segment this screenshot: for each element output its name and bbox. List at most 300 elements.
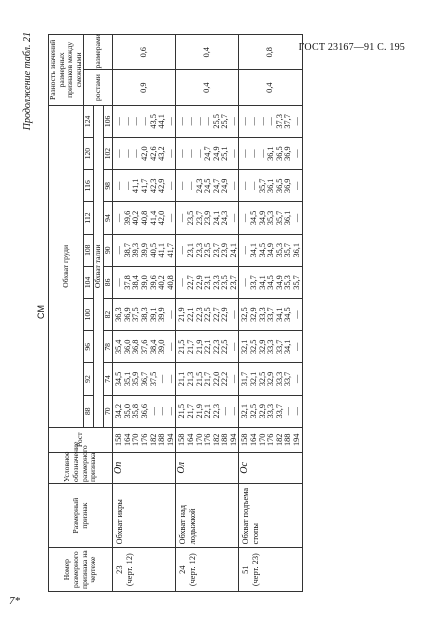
cell-value: — <box>139 117 149 126</box>
cell-value: 21,9 <box>194 403 204 419</box>
cell-value: — <box>203 117 213 126</box>
row-number <box>113 548 176 592</box>
cell-value: — <box>292 407 302 416</box>
value-column <box>113 105 176 137</box>
cell-value: 41,1 <box>131 178 141 194</box>
diff-by-height: 0,4 <box>239 70 302 105</box>
cell-value: 34,1 <box>274 307 284 322</box>
cell-value: 33,7 <box>274 339 284 355</box>
cell-value: 23,5 <box>203 242 213 258</box>
cell-value: 39,6 <box>148 275 158 290</box>
cell-value: — <box>185 149 195 158</box>
cell-value: 42,0 <box>157 210 167 226</box>
cell-value: 32,9 <box>257 339 267 355</box>
cell-value: 23,3 <box>194 242 204 258</box>
cell-value: — <box>177 149 187 158</box>
waist-size: 78 <box>103 331 113 363</box>
cell-value: 23,3 <box>211 275 221 290</box>
cell-value: 23,7 <box>194 210 204 226</box>
cell-value: 22,9 <box>194 275 204 290</box>
cell-value: 33,7 <box>274 403 284 419</box>
table-row <box>113 35 176 592</box>
cell-value: — <box>283 407 293 416</box>
cell-value: 41,7 <box>165 242 175 258</box>
cell-value: 31,7 <box>240 371 250 387</box>
cell-value: 24,3 <box>194 178 204 194</box>
cell-value: — <box>240 149 250 158</box>
height-value: 158 <box>177 433 187 447</box>
value-column <box>176 363 239 395</box>
cell-value: — <box>157 374 167 384</box>
value-column <box>239 299 302 331</box>
cell-value: 23,5 <box>220 275 230 290</box>
row-drawing-ref: (черт. 23) <box>251 553 261 587</box>
cell-value: — <box>292 342 302 351</box>
cell-value: 36,9 <box>122 307 132 322</box>
header-diff: Разность значений размерных признаков между смежными <box>49 35 84 106</box>
cell-value: 25,7 <box>220 114 230 129</box>
cell-value: — <box>249 117 259 126</box>
value-column <box>113 138 176 170</box>
chest-size: 100 <box>84 299 94 331</box>
height-value: 176 <box>139 433 149 447</box>
cell-value: — <box>177 181 187 190</box>
cell-value: 42,9 <box>157 178 167 194</box>
value-column <box>239 202 302 234</box>
chest-size: 124 <box>84 105 94 137</box>
row-code: Оп <box>113 452 176 483</box>
cell-value: — <box>249 149 259 158</box>
cell-value: — <box>228 149 238 158</box>
cell-value: 22,1 <box>185 307 195 322</box>
cell-value: 21,7 <box>203 371 213 387</box>
cell-value: 24,1 <box>228 242 238 258</box>
height-value: 176 <box>266 433 276 447</box>
cell-value: 21,5 <box>177 339 187 355</box>
cell-value: 21,9 <box>194 339 204 355</box>
waist-size: 82 <box>103 299 113 331</box>
header-code: Условное обозначение размерного признака <box>49 452 113 483</box>
cell-value: 38,4 <box>148 339 158 355</box>
cell-value: — <box>165 213 175 223</box>
cell-value: 22,3 <box>194 307 204 322</box>
cell-value: 36,9 <box>283 178 293 194</box>
cell-value: — <box>122 181 132 190</box>
row-heights <box>176 427 239 452</box>
cell-value: 42,3 <box>148 178 158 194</box>
cell-value: 35,9 <box>131 371 141 387</box>
cell-value: 36,9 <box>283 146 293 161</box>
cell-value: 40,2 <box>131 210 141 226</box>
cell-value: — <box>165 181 175 190</box>
cell-value: 34,5 <box>114 371 124 387</box>
cell-value: 24,7 <box>203 146 213 161</box>
cell-value: — <box>228 117 238 126</box>
cell-value: — <box>228 342 238 351</box>
cell-value: 21,9 <box>177 307 187 322</box>
measurement-table <box>48 34 303 592</box>
row-code: Ол <box>176 452 239 483</box>
value-column <box>176 138 239 170</box>
cell-value: 40,8 <box>165 275 175 290</box>
height-value: 194 <box>228 433 238 447</box>
value-column <box>176 299 239 331</box>
cell-value: 32,1 <box>240 339 250 355</box>
waist-size: 86 <box>103 266 113 298</box>
header-feature: Размерный признак <box>49 483 113 547</box>
header-chest: Обхват груди <box>49 105 84 427</box>
header-diff-sizes: размерами <box>84 35 113 70</box>
cell-value: 36,5 <box>274 178 284 194</box>
height-value: 170 <box>131 433 141 447</box>
row-drawing-ref: (черт. 12) <box>188 553 198 587</box>
value-column <box>176 170 239 202</box>
cell-value: 39,6 <box>122 210 132 226</box>
chest-size: 116 <box>84 170 94 202</box>
diff-by-height: 0,9 <box>113 70 176 105</box>
waist-size: 102 <box>103 138 113 170</box>
cell-value: 35,7 <box>283 242 293 258</box>
cell-value: 25,1 <box>220 146 230 161</box>
value-column <box>176 266 239 298</box>
value-column <box>239 363 302 395</box>
cell-value: 36,1 <box>283 210 293 226</box>
cell-value: 38,4 <box>131 275 141 290</box>
cell-value: — <box>228 181 238 190</box>
cell-value: 22,1 <box>203 339 213 355</box>
cell-value: 36,6 <box>139 403 149 419</box>
row-heights <box>239 427 302 452</box>
cell-value: 44,1 <box>157 114 167 129</box>
cell-value: 35,0 <box>122 403 132 419</box>
cell-value: — <box>292 149 302 158</box>
cell-value: 34,5 <box>249 210 259 226</box>
cell-value: 37,6 <box>139 339 149 355</box>
cell-value: 39,9 <box>139 242 149 258</box>
cell-value: 37,5 <box>148 371 158 387</box>
cell-value: — <box>240 213 250 223</box>
cell-value: 24,9 <box>220 178 230 194</box>
cell-value: 35,3 <box>266 210 276 226</box>
cell-value: 37,7 <box>283 114 293 129</box>
diff-by-size: 0,6 <box>113 35 176 70</box>
cell-value: 32,9 <box>266 371 276 387</box>
row-number-value: 51 <box>241 565 251 574</box>
value-column <box>239 234 302 266</box>
value-column <box>113 331 176 363</box>
height-value: 194 <box>165 433 175 447</box>
cell-value: 33,3 <box>257 307 267 322</box>
chest-size: 120 <box>84 138 94 170</box>
cell-value: 32,9 <box>249 307 259 322</box>
cell-value: — <box>292 181 302 190</box>
cell-value: — <box>292 213 302 223</box>
cell-value: 43,5 <box>148 114 158 129</box>
height-value: 188 <box>220 433 230 447</box>
cell-value: 21,5 <box>194 371 204 387</box>
cell-value: 35,7 <box>274 210 284 226</box>
cell-value: 34,1 <box>283 339 293 355</box>
cell-value: 22,5 <box>203 307 213 322</box>
height-value: 182 <box>274 433 284 447</box>
value-column <box>176 234 239 266</box>
value-column <box>113 299 176 331</box>
value-column <box>113 363 176 395</box>
cell-value: 32,9 <box>257 403 267 419</box>
cell-value: 22,0 <box>211 371 221 387</box>
cell-value: — <box>122 117 132 126</box>
value-column <box>239 105 302 137</box>
cell-value: 35,8 <box>131 403 141 419</box>
value-column <box>113 395 176 427</box>
height-value: 164 <box>249 433 259 447</box>
cell-value: — <box>228 310 238 319</box>
cell-value: — <box>228 374 238 384</box>
cell-value: 24,3 <box>220 210 230 226</box>
cell-value: 36,1 <box>266 178 276 194</box>
cell-value: — <box>228 213 238 223</box>
cell-value: — <box>114 117 124 126</box>
waist-size: 74 <box>103 363 113 395</box>
cell-value: 34,5 <box>283 307 293 322</box>
waist-size: 70 <box>103 395 113 427</box>
cell-value: 22,1 <box>203 403 213 419</box>
unit-label: СМ <box>36 305 46 319</box>
cell-value: 39,0 <box>157 339 167 355</box>
value-column <box>113 234 176 266</box>
cell-value: 33,7 <box>249 275 259 290</box>
row-code: Ос <box>239 452 302 483</box>
cell-value: 33,3 <box>266 339 276 355</box>
header-number: Номер размерного признака на чертеже <box>49 548 113 592</box>
height-value: 176 <box>203 433 213 447</box>
cell-value: 34,2 <box>114 403 124 419</box>
cell-value: 33,7 <box>266 307 276 322</box>
row-drawing-ref: (черт. 12) <box>125 553 135 587</box>
cell-value: — <box>114 278 124 287</box>
cell-value: — <box>228 407 238 416</box>
cell-value: — <box>249 181 259 190</box>
row-number <box>176 548 239 592</box>
footer-mark: 7* <box>9 595 20 607</box>
cell-value: — <box>165 310 175 319</box>
cell-value: 32,1 <box>240 403 250 419</box>
continuation-label: Продолжение табл. 21 <box>22 32 33 131</box>
cell-value: 35,7 <box>292 275 302 290</box>
cell-value: 37,3 <box>274 114 284 129</box>
cell-value: 42,0 <box>139 146 149 161</box>
cell-value: 22,7 <box>185 275 195 290</box>
cell-value: 24,1 <box>211 210 221 226</box>
cell-value: 38,3 <box>139 307 149 322</box>
cell-value: 36,7 <box>139 371 149 387</box>
cell-value: 23,9 <box>220 242 230 258</box>
header-diff-heights: ростами <box>84 70 113 105</box>
cell-value: 41,4 <box>148 210 158 226</box>
cell-value: 32,5 <box>257 371 267 387</box>
height-value: 188 <box>157 433 167 447</box>
height-value: 188 <box>283 433 293 447</box>
diff-by-size: 0,4 <box>176 35 239 70</box>
cell-value: 36,5 <box>274 146 284 161</box>
cell-value: 35,4 <box>114 339 124 355</box>
cell-value: 36,3 <box>114 307 124 322</box>
cell-value: 22,9 <box>220 307 230 322</box>
cell-value: — <box>177 278 187 287</box>
cell-value: 21,7 <box>185 403 195 419</box>
cell-value: 22,3 <box>211 339 221 355</box>
height-value: 194 <box>292 433 302 447</box>
value-column <box>113 202 176 234</box>
cell-value: 41,1 <box>157 242 167 258</box>
height-value: 182 <box>211 433 221 447</box>
cell-value: 42,6 <box>148 146 158 161</box>
cell-value: — <box>220 407 230 416</box>
cell-value: — <box>165 149 175 158</box>
cell-value: — <box>165 342 175 351</box>
cell-value: 32,1 <box>249 371 259 387</box>
cell-value: — <box>131 117 141 126</box>
cell-value: — <box>240 117 250 126</box>
cell-value: — <box>194 117 204 126</box>
height-value: 158 <box>114 433 124 447</box>
cell-value: 39,0 <box>139 275 149 290</box>
cell-value: 36,0 <box>122 339 132 355</box>
value-column <box>176 105 239 137</box>
cell-value: 23,9 <box>203 210 213 226</box>
table-row <box>239 35 302 592</box>
cell-value: 40,8 <box>139 210 149 226</box>
cell-value: 22,7 <box>211 307 221 322</box>
cell-value: — <box>177 246 187 255</box>
cell-value: 38,7 <box>122 242 132 258</box>
cell-value: — <box>165 374 175 384</box>
cell-value: 24,5 <box>203 178 213 194</box>
cell-value: 24,9 <box>211 146 221 161</box>
cell-value: 33,3 <box>266 403 276 419</box>
cell-value: 24,7 <box>211 178 221 194</box>
value-column <box>239 331 302 363</box>
cell-value: 22,2 <box>220 371 230 387</box>
cell-value: — <box>292 310 302 319</box>
cell-value: — <box>131 149 141 158</box>
cell-value: 32,5 <box>249 403 259 419</box>
value-column <box>239 266 302 298</box>
cell-value: — <box>114 149 124 158</box>
row-heights <box>113 427 176 452</box>
waist-size: 106 <box>103 105 113 137</box>
waist-size: 94 <box>103 202 113 234</box>
rotated-table-area <box>22 32 410 592</box>
cell-value: — <box>114 213 124 223</box>
height-value: 158 <box>240 433 250 447</box>
cell-value: 34,5 <box>257 242 267 258</box>
cell-value: — <box>165 117 175 126</box>
cell-value: 34,1 <box>249 242 259 258</box>
table-row <box>176 35 239 592</box>
cell-value: — <box>257 117 267 126</box>
value-column <box>239 170 302 202</box>
value-column <box>176 331 239 363</box>
cell-value: 36,1 <box>292 242 302 258</box>
cell-value: 43,2 <box>157 146 167 161</box>
cell-value: 21,1 <box>177 371 187 387</box>
row-number-value: 24 <box>178 565 188 574</box>
chest-size: 92 <box>84 363 94 395</box>
cell-value: 39,9 <box>157 307 167 322</box>
cell-value: 21,7 <box>185 339 195 355</box>
cell-value: 36,1 <box>266 146 276 161</box>
cell-value: 34,9 <box>257 210 267 226</box>
cell-value: 39,3 <box>131 242 141 258</box>
cell-value: — <box>266 117 276 126</box>
cell-value: 33,7 <box>283 371 293 387</box>
cell-value: 34,9 <box>274 275 284 290</box>
cell-value: — <box>240 246 250 255</box>
cell-value: 33,3 <box>274 371 284 387</box>
cell-value: 35,3 <box>274 242 284 258</box>
height-value: 170 <box>194 433 204 447</box>
cell-value: — <box>240 181 250 190</box>
cell-value: 34,9 <box>266 242 276 258</box>
cell-value: — <box>177 213 187 223</box>
value-column <box>113 266 176 298</box>
cell-value: — <box>148 407 158 416</box>
cell-value: — <box>185 117 195 126</box>
cell-value: — <box>194 149 204 158</box>
row-feature: Обхват подъема стопы <box>239 483 302 547</box>
cell-value: — <box>114 246 124 255</box>
cell-value: 35,7 <box>257 178 267 194</box>
cell-value: 34,5 <box>266 275 276 290</box>
cell-value: 37,5 <box>131 307 141 322</box>
cell-value: 40,5 <box>148 242 158 258</box>
height-value: 164 <box>122 433 132 447</box>
page-header: ГОСТ 23167—91 С. 195 <box>298 42 405 53</box>
value-column <box>113 170 176 202</box>
chest-size: 104 <box>84 266 94 298</box>
cell-value: 23,5 <box>185 210 195 226</box>
cell-value: — <box>292 374 302 384</box>
header-waist: Обхват талии <box>93 105 103 427</box>
chest-size: 112 <box>84 202 94 234</box>
cell-value: 32,5 <box>240 307 250 322</box>
cell-value: — <box>114 181 124 190</box>
row-number-value: 23 <box>115 565 125 574</box>
cell-value: 41,7 <box>139 178 149 194</box>
value-column <box>176 395 239 427</box>
row-feature: Обхват икры <box>113 483 176 547</box>
diff-by-height: 0,4 <box>176 70 239 105</box>
cell-value: — <box>257 149 267 158</box>
cell-value: — <box>122 149 132 158</box>
chest-size: 88 <box>84 395 94 427</box>
cell-value: — <box>165 407 175 416</box>
cell-value: 21,3 <box>185 371 195 387</box>
header-height: Рост <box>49 427 113 452</box>
cell-value: 32,5 <box>249 339 259 355</box>
cell-value: 23,7 <box>211 242 221 258</box>
cell-value: 34,1 <box>257 275 267 290</box>
cell-value: 23,1 <box>203 275 213 290</box>
diff-by-size: 0,8 <box>239 35 302 70</box>
row-number <box>239 548 302 592</box>
cell-value: — <box>185 181 195 190</box>
cell-value: 40,2 <box>157 275 167 290</box>
cell-value: 22,5 <box>220 339 230 355</box>
cell-value: — <box>240 278 250 287</box>
chest-size: 108 <box>84 234 94 266</box>
